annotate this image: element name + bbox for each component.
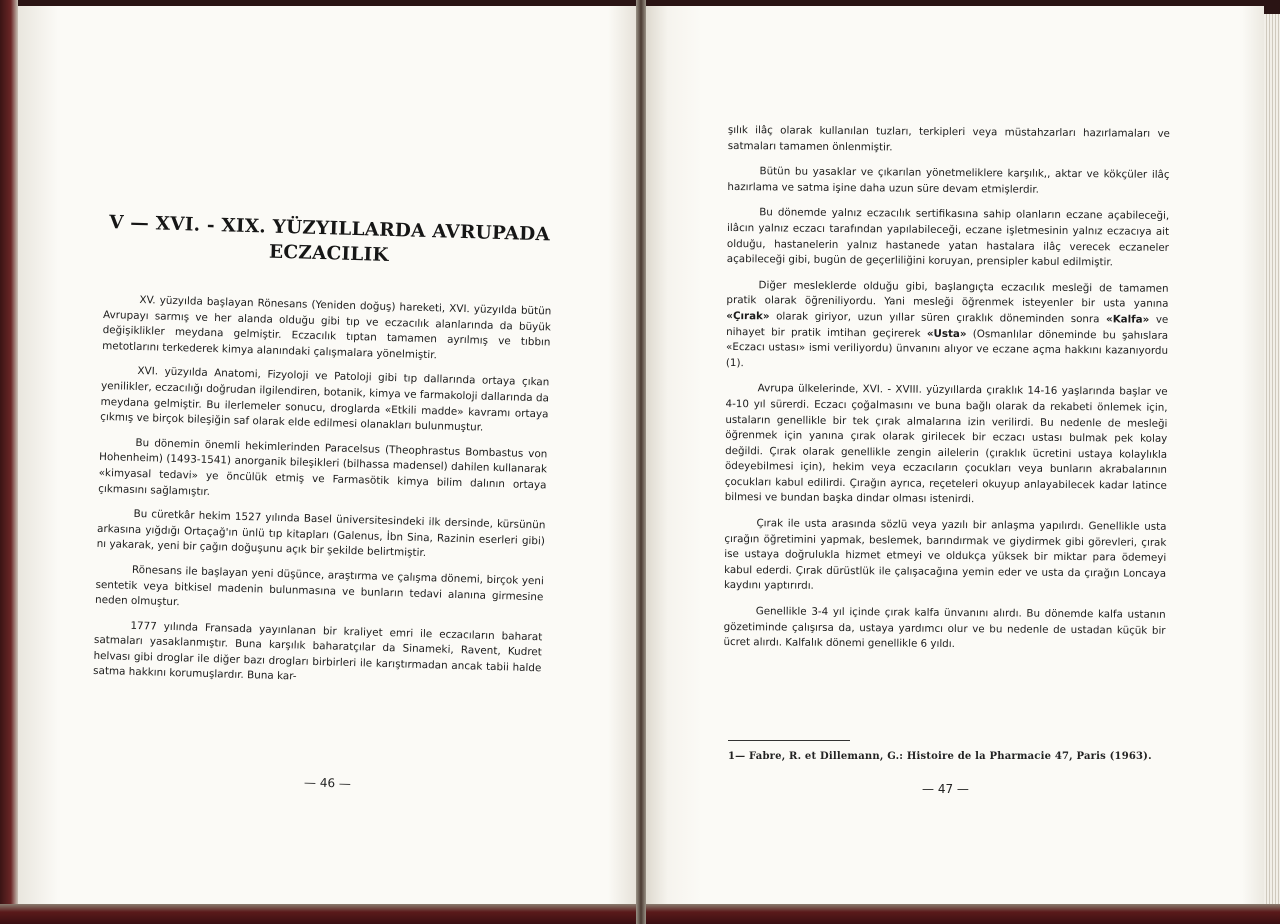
term-kalfa: «Kalfa» [1106, 313, 1150, 326]
paragraph: Bu dönemde yalnız eczacılık sertifikasına sahip olanların eczane açabileceği, ilâcın yalnız eczacı tarafından yapılabileceği, eczane işletmesinin yalnız eczacıya ait olduğu, hastanelerin yalnız hastanede yatan hastalara ilâç verecek eczaneler açabileceği gibi, bugün de geçerliliğini koruyan, prensipler kabul edilmiştir. [726, 206, 1170, 269]
paragraph: Bütün bu yasaklar ve çıkarılan yönetmeliklere karşılık,, aktar ve kökçüler ilâç hazırlama ve satma işine daha uzun süre devam etmişlerdir. [727, 165, 1170, 196]
term-cirak: «Çırak» [726, 309, 770, 323]
term-usta: «Usta» [926, 327, 967, 340]
book-gutter [636, 0, 646, 924]
book-cover-edge [0, 0, 18, 924]
left-page-content [93, 210, 554, 701]
paragraph: Bu dönemin önemli hekimlerinden Paracelsus (Theophrastus Bombastus von Hohenheim) (1493-1541) anorganik bileşikleri (bilhassa madensel) dahilen kullanarak «kimyasal tedavi» ye öncülük etmiş ve Farmasötik kimya bilim dalının ortaya çıkmasını sağlamıştır. [98, 436, 548, 498]
paragraph-apprenticeship [726, 278, 1169, 375]
paragraph: Avrupa ülkelerinde, XVI. - XVIII. yüzyıllarda çıraklık 14-16 yaşlarında başlar ve 4-10 yıl sürerdi. Eczacı çoğalmasını ve buna bağlı olarak da rekabeti önlemek için, ustaların genellikle bir tek çırak almalarına izin verilirdi. Bu nedenle de mesleği öğrenmek için yanına çırak olarak girilecek bir eczacı ustası bulmak pek kolay değildi. Çırak olarak genellikle zengin ailelerin (çıraklık ücretini ustaya kolaylıkla ödeyebilmesi için), hekim veya eczacıların çocukları veya bunların akrabalarının çocukları kabul edilirdi. Çırağın ayrıca, reçeteleri okuyup anlayabilecek kadar latince bilmesi ve bundan başka dindar olması istenirdi. [724, 382, 1168, 506]
text-run: Diğer mesleklerde olduğu gibi, başlangıçta eczacılık mesleği de tamamen pratik olarak öğreniliyordu. Yani mesleği öğrenmek isteyenler bir usta yanına [726, 279, 1169, 311]
text-run: olarak giriyor, uzun yıllar süren çıraklık döneminden sonra [769, 310, 1107, 326]
footnote-divider [728, 740, 850, 741]
paragraph: Bu cüretkâr hekim 1527 yılında Basel üniversitesindeki ilk dersinde, kürsünün arkasına yığdığı Ortaçağ'ın ünlü tıp kitapları (Galenus, İbn Sina, Razinin eserleri gibi) nı yakarak, yeni bir çağın doğuşunu açık bir şekilde belirtmiştir. [96, 508, 546, 560]
page-number-left: — 46 — [303, 775, 352, 791]
chapter-title-line-2: ECZACILIK [268, 241, 389, 266]
paragraph: Rönesans ile başlayan yeni düşünce, araştırma ve çalışma dönemi, birçok yeni sentetik veya bitkisel madenin bulunmasına ve bunların tedavi alanına girmesine neden olmuştur. [94, 563, 544, 609]
page-stack-edge [1264, 14, 1280, 904]
paragraph: XV. yüzyılda başlayan Rönesans (Yeniden doğuş) hareketi, XVI. yüzyılda bütün Avrupayı sarmış ve her alanda olduğu gibi tıp ve eczacılık alanlarında da büyük değişiklikler meydana gelmiştir. Eczacılık tıptan tamamen ayrılmış ve tıbbın metotlarını terkederek kimya alanındaki çalışmalara yönelmiştir. [102, 293, 552, 362]
right-page-content [723, 123, 1170, 665]
chapter-title-line-1: V — XVI. - XIX. YÜZYILLARDA AVRUPADA [108, 212, 551, 246]
paragraph: 1777 yılında Fransada yayınlanan bir kraliyet emri ile eczacıların baharat satmaları yasaklanmıştır. Buna karşılık baharatçılar da Sinameki, Ravent, Kudret helvası gibi droglar ile diğer bazı drogları birbirleri ile karıştırmadan ancak tabii halde satma hakkını korumuşlardır. Buna kar- [92, 619, 543, 683]
paragraph: XVI. yüzyılda Anatomi, Fizyoloji ve Patoloji gibi tıp dallarında ortaya çıkan yenilikler, eczacılığı doğrudan ilgilendiren, botanik, kimya ve farmakoloji dallarında da meydana gelmiştir. Bu ilerlemeler sonucu, droglarda «Etkili madde» kavramı ortaya çıkmış ve birçok bileşiğin saf olarak elde edilmesi olanakları bulunmuştur. [100, 365, 550, 434]
text-run: (Osmanlılar döneminde bu şahıslara «Eczacı ustası» ismi veriliyordu) ünvanını alıyor ve eczane açma hakkını kazanıyordu (1). [725, 327, 1169, 369]
page-number-right: — 47 — [922, 782, 969, 796]
paragraph: Çırak ile usta arasında sözlü veya yazılı bir anlaşma yapılırdı. Genellikle usta çırağın öğretimini yapmak, beslemek, barındırmak ve giydirmek gibi görevleri, çırak ise ustaya doğrulukla hizmet etmeyi ve oldukça yüksek bir miktar para ödemeyi kabul ederdi. Çırak dürüstlük ile çalışacağına yemin eder ve usta da çırağın Loncaya kaydını yaptırırdı. [723, 517, 1167, 593]
paragraph: şılık ilâç olarak kullanılan tuzları, terkipleri veya müstahzarları hazırlamaları ve satmaları tamamen önlenmiştir. [727, 123, 1170, 154]
footnote: 1— Fabre, R. et Dillemann, G.: Histoire de la Pharmacie 47, Paris (1963). [728, 751, 1152, 762]
paragraph: Genellikle 3-4 yıl içinde çırak kalfa ünvanını alırdı. Bu dönemde kalfa ustanın gözetiminde çalışırsa da, ustaya yardımcı olur ve bu nedenle de ustadan küçük bir ücret alırdı. Kalfalık dönemi genellikle 6 yıldı. [723, 605, 1166, 651]
text-run: ve nihayet bir pratik imtihan geçirerek [726, 313, 1169, 340]
